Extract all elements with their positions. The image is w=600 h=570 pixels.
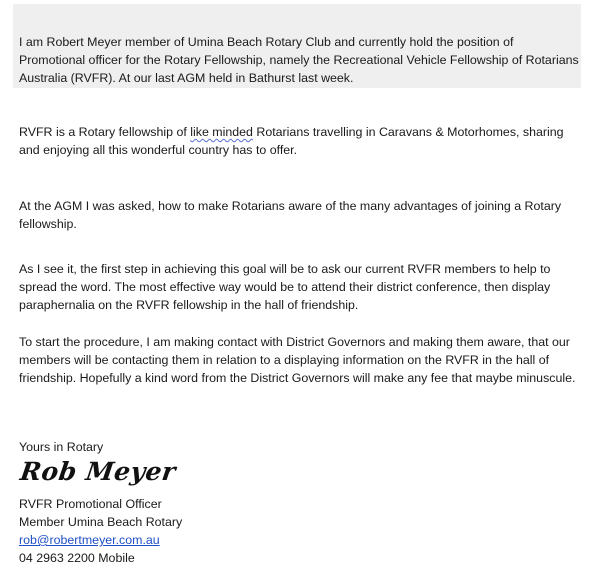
- intro-paragraph: I am Robert Meyer member of Umina Beach Rotary Club and currently hold the position of Promotional officer for the Rotary Fellowship, namely the Recreational Vehicle Fellowship of Rotarians Australia (RVFR). At our last AGM held in Bathurst last week.: [19, 35, 579, 86]
- signer-title: RVFR Promotional Officer: [19, 497, 162, 511]
- agm-paragraph: At the AGM I was asked, how to make Rotarians aware of the many advantages of joining a Rotary fellowship.: [19, 199, 562, 232]
- closing-line: Yours in Rotary: [19, 440, 104, 454]
- phone-number: 04 2963 2200 Mobile: [19, 551, 135, 565]
- spellcheck-flagged-phrase[interactable]: like minded: [190, 125, 253, 139]
- email-link[interactable]: rob@robertmeyer.com.au: [19, 533, 160, 547]
- fellowship-text-after: Rotarians travelling in Caravans & Motorhomes, sharing and enjoying all this wonderful country has to offer.: [19, 125, 564, 158]
- strategy-paragraph: As I see it, the first step in achieving this goal will be to ask our current RVFR members to help to spread the word. The most effective way would be to attend their district conference, then display paraphernalia on the RVFR fellowship in the hall of friendship.: [19, 262, 551, 313]
- fellowship-paragraph: [19, 123, 579, 159]
- handwritten-signature: Rob Meyer: [18, 457, 178, 486]
- procedure-paragraph: To start the procedure, I am making contact with District Governors and making them aware, that our members will be contacting them in relation to a displaying information on the RVFR in the hall of friendship. Hopefully a kind word from the District Governors will make any fee that maybe minuscule.: [19, 335, 576, 386]
- signer-membership: Member Umina Beach Rotary: [19, 515, 183, 529]
- fellowship-text-before: RVFR is a Rotary fellowship of: [19, 125, 191, 139]
